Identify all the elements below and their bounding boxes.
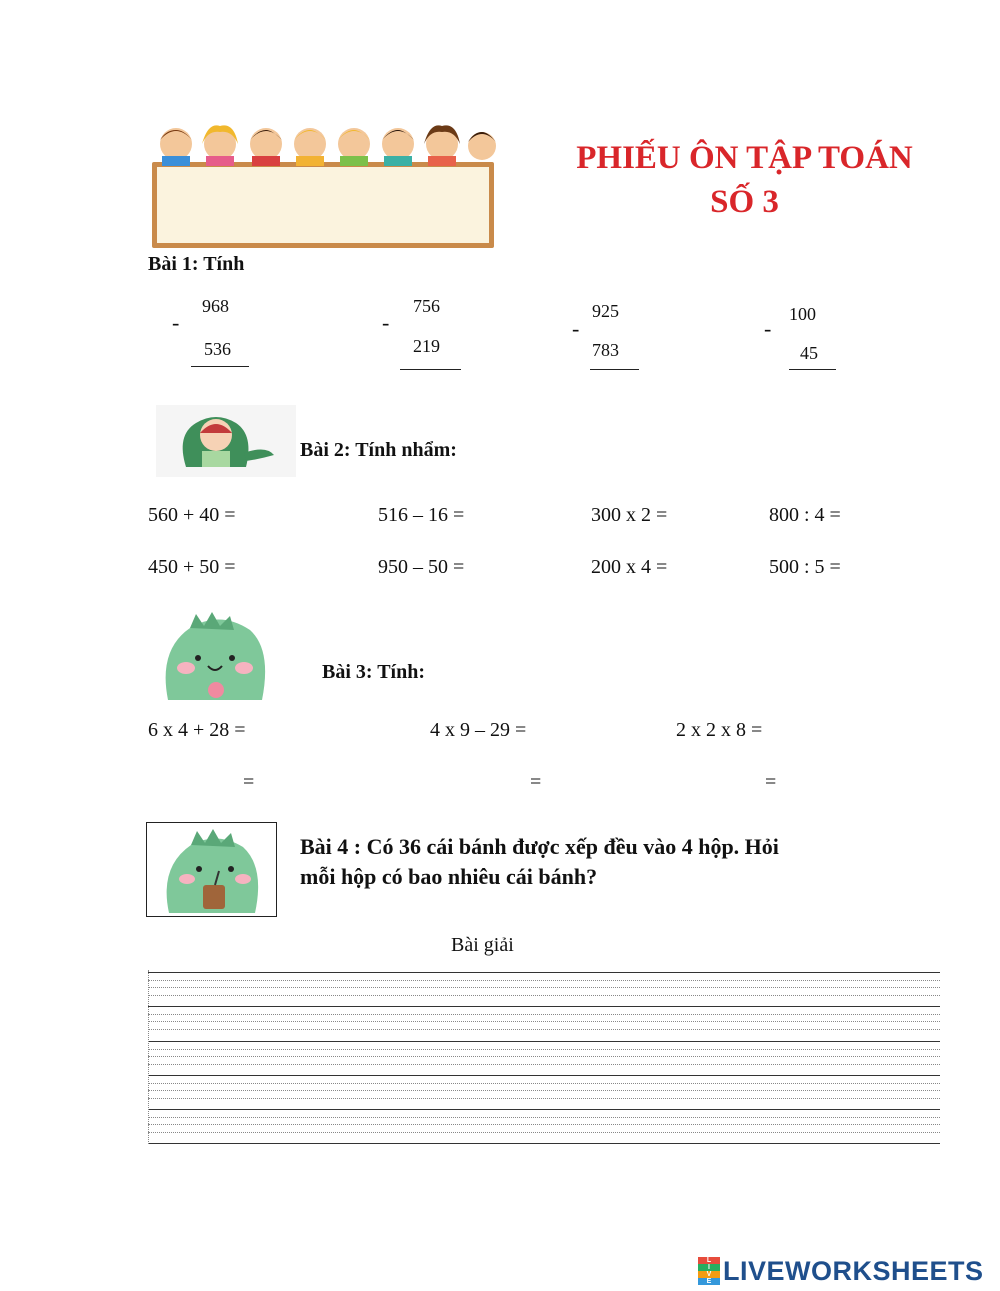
answer-field[interactable] xyxy=(682,554,766,582)
answer-line xyxy=(148,1006,940,1007)
page-title xyxy=(552,136,937,224)
answer-field[interactable] xyxy=(780,717,924,745)
subtrahend: 536 xyxy=(204,339,231,359)
kids-banner xyxy=(148,122,500,252)
logo-letter: E xyxy=(698,1278,720,1285)
answer-field[interactable] xyxy=(262,769,406,797)
minuend: 100 xyxy=(789,304,816,324)
result-line xyxy=(590,369,639,370)
liveworksheets-logo xyxy=(698,1256,984,1286)
answer-field[interactable] xyxy=(482,502,586,530)
answer-line xyxy=(148,1056,940,1057)
solution-label: Bài giải xyxy=(451,934,514,956)
exercise-3-label: Bài 3: Tính: xyxy=(322,661,425,683)
mental-math-item: 300 x 2 = xyxy=(591,504,668,526)
answer-field[interactable] xyxy=(682,502,766,530)
answer-field[interactable] xyxy=(191,370,253,398)
result-line xyxy=(191,366,249,367)
expression-item: 6 x 4 + 28 = xyxy=(148,719,246,741)
title-line-1: PHIẾU ÔN TẬP TOÁN xyxy=(576,140,913,176)
dino-costume-kid-image xyxy=(156,405,296,477)
answer-line xyxy=(148,995,940,996)
answer-line xyxy=(148,1117,940,1118)
subtrahend: 219 xyxy=(413,336,440,356)
dino-boba-image xyxy=(146,822,277,917)
title-line-2: SỐ 3 xyxy=(710,184,779,220)
answer-field[interactable] xyxy=(856,554,940,582)
exercise-4-text xyxy=(300,832,779,892)
solution-area[interactable] xyxy=(148,970,942,1146)
logo-text: LIVEWORKSHEETS xyxy=(723,1255,984,1286)
answer-line xyxy=(148,1029,940,1030)
answer-field[interactable] xyxy=(254,502,368,530)
answer-line xyxy=(148,1083,940,1084)
minus-sign: - xyxy=(382,310,390,335)
logo-badge-icon xyxy=(698,1257,720,1285)
expression-item: 2 x 2 x 8 = xyxy=(676,719,763,741)
exercise-2-label: Bài 2: Tính nhẩm: xyxy=(300,439,457,461)
answer-field[interactable] xyxy=(400,373,465,401)
mental-math-item: 450 + 50 = xyxy=(148,556,236,578)
answer-line xyxy=(148,1143,940,1144)
kids-banner-illustration xyxy=(148,122,500,252)
result-line xyxy=(789,369,836,370)
answer-field[interactable] xyxy=(784,769,928,797)
expression-item: 4 x 9 – 29 = xyxy=(430,719,527,741)
answer-line xyxy=(148,1014,940,1015)
equals-sign: = xyxy=(530,771,542,793)
answer-line xyxy=(148,1041,940,1042)
mental-math-item: 516 – 16 = xyxy=(378,504,465,526)
answer-field[interactable] xyxy=(544,717,668,745)
exercise-4-line-2: mỗi hộp có bao nhiêu cái bánh? xyxy=(300,864,598,889)
minus-sign: - xyxy=(572,316,580,341)
answer-field[interactable] xyxy=(264,717,408,745)
logo-letter: L xyxy=(698,1257,720,1264)
mental-math-item: 500 : 5 = xyxy=(769,556,841,578)
logo-letter: V xyxy=(698,1271,720,1278)
answer-line xyxy=(148,1132,940,1133)
minuend: 968 xyxy=(202,296,229,316)
mental-math-item: 200 x 4 = xyxy=(591,556,668,578)
answer-line xyxy=(148,972,940,973)
answer-field[interactable] xyxy=(254,554,368,582)
mental-math-item: 800 : 4 = xyxy=(769,504,841,526)
subtrahend: 45 xyxy=(800,343,818,363)
answer-line xyxy=(148,1124,940,1125)
subtrahend: 783 xyxy=(592,340,619,360)
answer-field[interactable] xyxy=(856,502,940,530)
result-line xyxy=(400,369,461,370)
mental-math-item: 950 – 50 = xyxy=(378,556,465,578)
margin-line xyxy=(148,970,149,1144)
minus-sign: - xyxy=(764,316,772,341)
answer-field[interactable] xyxy=(789,373,840,401)
answer-line xyxy=(148,1090,940,1091)
answer-line xyxy=(148,1075,940,1076)
answer-line xyxy=(148,1049,940,1050)
minuend: 756 xyxy=(413,296,440,316)
exercise-4-line-1: Bài 4 : Có 36 cái bánh được xếp đều vào 4 hộp. Hỏi xyxy=(300,834,779,859)
answer-field[interactable] xyxy=(590,373,643,401)
equals-sign: = xyxy=(243,771,255,793)
answer-line xyxy=(148,980,940,981)
exercise-1-label: Bài 1: Tính xyxy=(148,253,245,275)
logo-letter: I xyxy=(698,1264,720,1271)
minuend: 925 xyxy=(592,301,619,321)
answer-line xyxy=(148,987,940,988)
equals-sign: = xyxy=(765,771,777,793)
answer-line xyxy=(148,1064,940,1065)
answer-line xyxy=(148,1109,940,1110)
mental-math-item: 560 + 40 = xyxy=(148,504,236,526)
minus-sign: - xyxy=(172,310,180,335)
answer-line xyxy=(148,1021,940,1022)
answer-field[interactable] xyxy=(482,554,586,582)
answer-line xyxy=(148,1098,940,1099)
green-dino-image xyxy=(150,610,275,705)
answer-field[interactable] xyxy=(550,769,674,797)
